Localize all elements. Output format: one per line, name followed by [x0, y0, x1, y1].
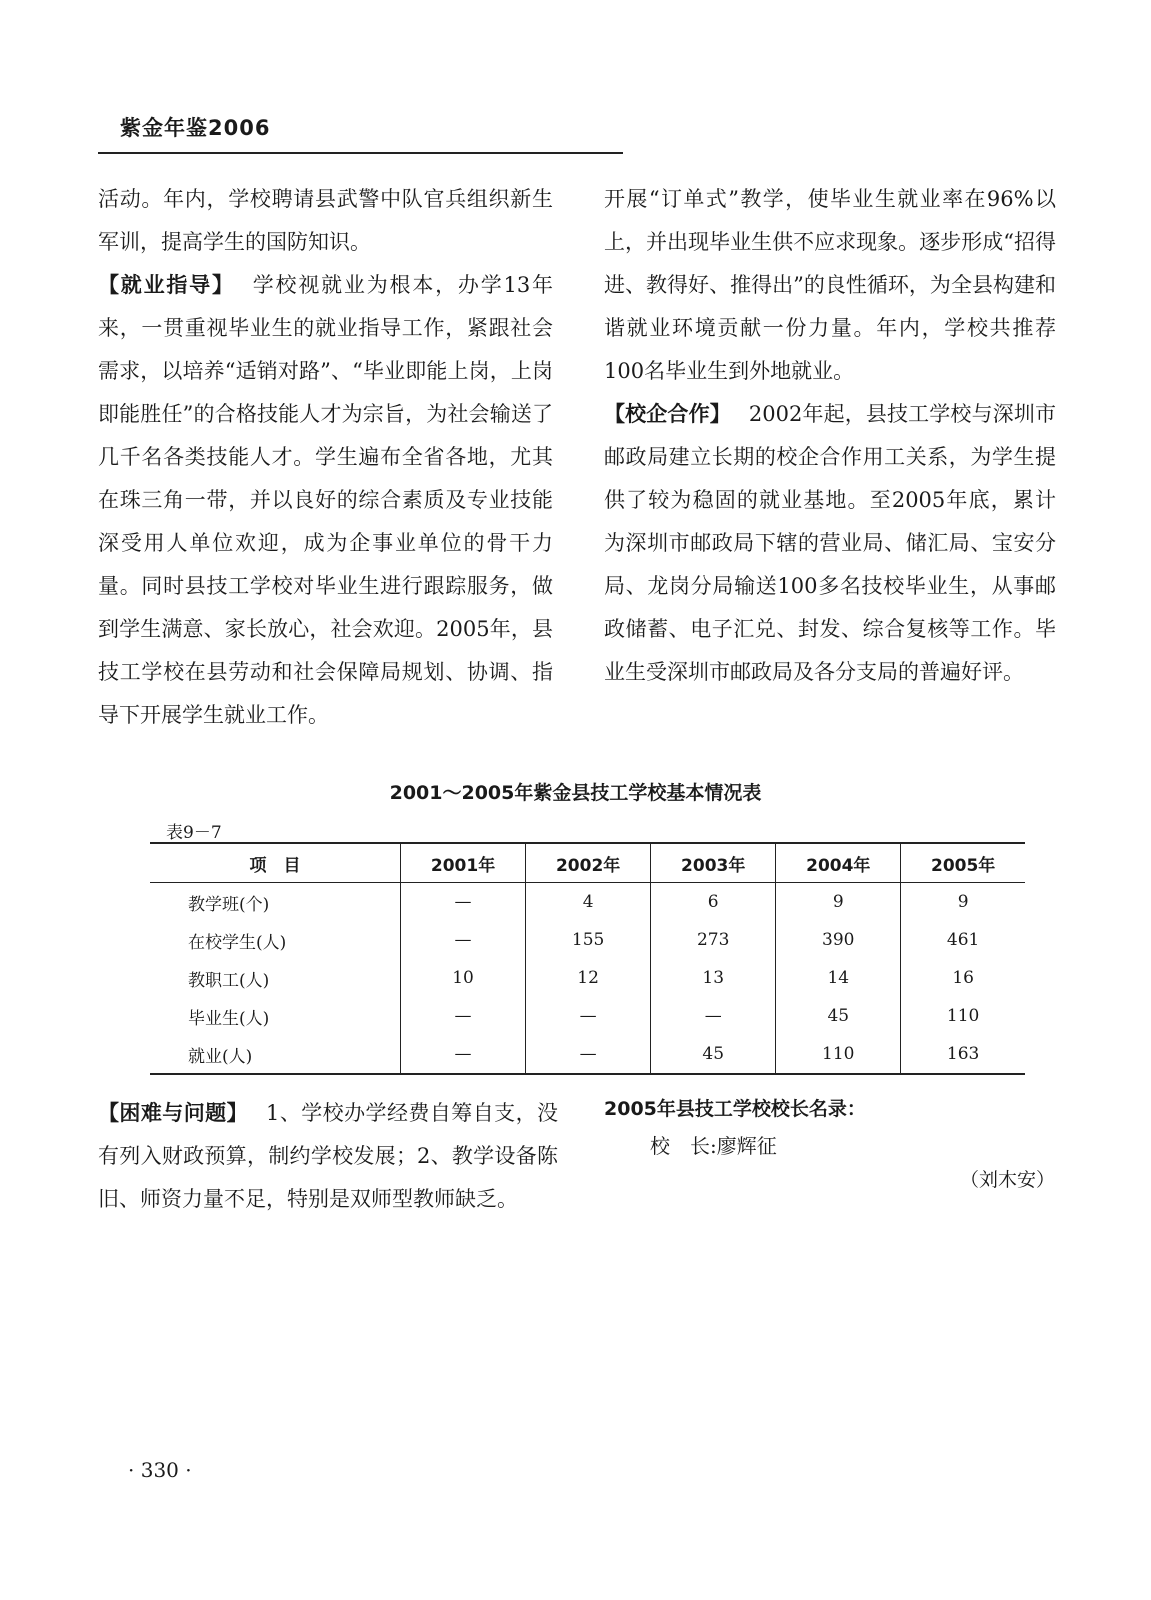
- table-cell: 45: [651, 1035, 776, 1074]
- paragraph-order-teaching: 开展“订单式”教学，使毕业生就业率在96%以上，并出现毕业生供不应求现象。逐步形成“招得进、教得好、推得出”的良性循环，为全县构建和谐就业环境贡献一份力量。年内，学校共推荐100名毕业生到外地就业。: [604, 187, 1056, 383]
- table-cell: 45: [776, 997, 901, 1035]
- yearbook-title: 紫金年鉴2006: [120, 116, 271, 140]
- section-heading-difficulties: 【困难与问题】: [98, 1101, 249, 1125]
- column-header: 2005年: [901, 843, 1025, 883]
- table-row: [150, 921, 1025, 959]
- table-cell: 110: [776, 1035, 901, 1074]
- principal-name: 廖辉征: [716, 1134, 777, 1158]
- basic-info-table: [150, 842, 1025, 1075]
- difficulties-section: [98, 1092, 558, 1221]
- table-cell: 10: [401, 959, 526, 997]
- table-cell: 13: [651, 959, 776, 997]
- row-label: 毕业生(人): [188, 1008, 270, 1029]
- table-cell: 6: [651, 883, 776, 922]
- table-cell: —: [401, 997, 526, 1035]
- table-cell: —: [401, 1035, 526, 1074]
- running-header: [98, 112, 623, 154]
- table-cell: —: [526, 997, 651, 1035]
- column-header: 2001年: [401, 843, 526, 883]
- table-row: [150, 1035, 1025, 1074]
- section-heading-employment: 【就业指导】: [98, 273, 235, 297]
- principal-entry: 校 长:廖辉征: [650, 1134, 777, 1158]
- table-cell: 461: [901, 921, 1025, 959]
- table-header-row: [150, 843, 1025, 883]
- column-header: 2002年: [526, 843, 651, 883]
- row-label: 教职工(人): [188, 970, 270, 991]
- column-header: 2004年: [776, 843, 901, 883]
- table-cell: 390: [776, 921, 901, 959]
- table-row: [150, 959, 1025, 997]
- table-cell: 155: [526, 921, 651, 959]
- row-label: 就业(人): [188, 1046, 253, 1067]
- cooperation-text: 2002年起，县技工学校与深圳市邮政局建立长期的校企合作用工关系，为学生提供了较为稳固的就业基地。至2005年底，累计为深圳市邮政局下辖的营业局、储汇局、宝安分局、龙岗分局输送100多名技校毕业生，从事邮政储蓄、电子汇兑、封发、综合复核等工作。毕业生受深圳市邮政局及各分支局的普遍好评。: [604, 402, 1056, 684]
- paragraph-military-training: 活动。年内，学校聘请县武警中队官兵组织新生军训，提高学生的国防知识。: [98, 187, 553, 254]
- principal-list-title: 2005年县技工学校校长名录：: [604, 1098, 866, 1120]
- table-cell: 9: [776, 883, 901, 922]
- principal-role: 校 长: [650, 1134, 710, 1158]
- table-cell: —: [401, 921, 526, 959]
- author-credit: （刘木安）: [960, 1169, 1056, 1191]
- row-label: 教学班(个): [188, 894, 270, 915]
- table-number: 表9－7: [166, 823, 222, 843]
- page-number: · 330 ·: [128, 1458, 192, 1482]
- table-row: [150, 883, 1025, 922]
- table-cell: 273: [651, 921, 776, 959]
- table-cell: 163: [901, 1035, 1025, 1074]
- difficulties-text: 1、学校办学经费自筹自支，没有列入财政预算，制约学校发展；2、教学设备陈旧、师资力量不足，特别是双师型教师缺乏。: [98, 1101, 558, 1211]
- paragraph-school-enterprise: [604, 393, 1056, 694]
- table-row: [150, 997, 1025, 1035]
- table-cell: —: [401, 883, 526, 922]
- column-header: 2003年: [651, 843, 776, 883]
- paragraph-employment-guidance: [98, 264, 553, 737]
- employment-text: 学校视就业为根本，办学13年来，一贯重视毕业生的就业指导工作，紧跟社会需求，以培养“适销对路”、“毕业即能上岗，上岗即能胜任”的合格技能人才为宗旨，为社会输送了几千名各类技能人才。学生遍布全省各地，尤其在珠三角一带，并以良好的综合素质及专业技能深受用人单位欢迎，成为企事业单位的骨干力量。同时县技工学校对毕业生进行跟踪服务，做到学生满意、家长放心，社会欢迎。2005年，县技工学校在县劳动和社会保障局规划、协调、指导下开展学生就业工作。: [98, 273, 553, 727]
- table-cell: 4: [526, 883, 651, 922]
- table-cell: 12: [526, 959, 651, 997]
- section-heading-cooperation: 【校企合作】: [604, 402, 731, 426]
- table-cell: 14: [776, 959, 901, 997]
- row-label: 在校学生(人): [188, 932, 287, 953]
- table-title: 2001～2005年紫金县技工学校基本情况表: [389, 782, 762, 804]
- table-cell: 110: [901, 997, 1025, 1035]
- table-cell: —: [526, 1035, 651, 1074]
- right-column: [604, 178, 1056, 694]
- table-cell: —: [651, 997, 776, 1035]
- left-column: [98, 178, 553, 737]
- table-cell: 16: [901, 959, 1025, 997]
- paragraph-difficulties: [98, 1092, 558, 1221]
- table-cell: 9: [901, 883, 1025, 922]
- column-header: 项 目: [150, 843, 401, 883]
